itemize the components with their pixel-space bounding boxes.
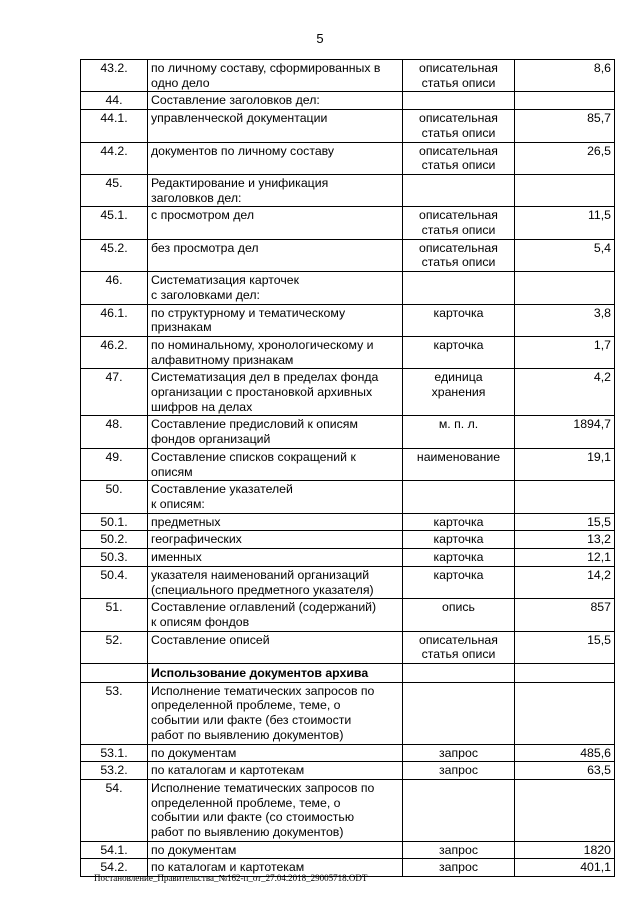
row-name-cell: Редактирование и унификация заголовков дел: — [148, 174, 403, 206]
table-row — [81, 272, 615, 304]
table-row — [81, 369, 615, 416]
row-value-cell: 8,6 — [515, 60, 615, 92]
row-number-cell: 44.2. — [81, 142, 148, 174]
row-value-cell: 1894,7 — [515, 416, 615, 448]
row-name-cell: Систематизация дел в пределах фонда организации с простановкой архивных шифров на делах — [148, 369, 403, 416]
row-value-cell — [515, 779, 615, 841]
row-number-cell: 43.2. — [81, 60, 148, 92]
row-number-cell: 52. — [81, 631, 148, 663]
row-name-cell: Исполнение тематических запросов по определенной проблеме, теме, о событии или факте (со стоимостью работ по выявлению документов) — [148, 779, 403, 841]
page-number: 5 — [316, 31, 324, 46]
table-row — [81, 336, 615, 368]
table-row — [81, 110, 615, 142]
row-name-cell: по каталогам и картотекам — [148, 859, 403, 877]
row-number-cell: 47. — [81, 369, 148, 416]
row-number-cell: 45. — [81, 174, 148, 206]
row-unit-cell — [403, 92, 515, 110]
row-number-cell: 51. — [81, 599, 148, 631]
row-value-cell: 485,6 — [515, 744, 615, 762]
row-name-cell: Составление списков сокращений к описям — [148, 448, 403, 480]
row-unit-cell — [403, 174, 515, 206]
table-row — [81, 531, 615, 549]
row-value-cell: 15,5 — [515, 513, 615, 531]
row-unit-cell — [403, 779, 515, 841]
table-row — [81, 304, 615, 336]
row-number-cell: 54.1. — [81, 841, 148, 859]
row-unit-cell: опись — [403, 599, 515, 631]
row-name-cell: по каталогам и картотекам — [148, 762, 403, 780]
row-number-cell: 54. — [81, 779, 148, 841]
table-row — [81, 566, 615, 598]
row-number-cell: 49. — [81, 448, 148, 480]
row-unit-cell: описательная статья описи — [403, 207, 515, 239]
row-value-cell — [515, 682, 615, 744]
row-value-cell: 11,5 — [515, 207, 615, 239]
row-value-cell: 14,2 — [515, 566, 615, 598]
row-name-cell: указателя наименований организаций (специального предметного указателя) — [148, 566, 403, 598]
row-name-cell: с просмотром дел — [148, 207, 403, 239]
row-name-cell: Составление оглавлений (содержаний) к описям фондов — [148, 599, 403, 631]
row-number-cell: 54.2. — [81, 859, 148, 877]
row-unit-cell: описательная статья описи — [403, 239, 515, 271]
row-number-cell: 46.1. — [81, 304, 148, 336]
row-name-cell: управленческой документации — [148, 110, 403, 142]
row-name-cell: Исполнение тематических запросов по определенной проблеме, теме, о событии или факте (без стоимости работ по выявлению документов) — [148, 682, 403, 744]
row-value-cell — [515, 664, 615, 683]
table-row — [81, 448, 615, 480]
row-number-cell: 46. — [81, 272, 148, 304]
row-number-cell: 45.2. — [81, 239, 148, 271]
row-unit-cell: описательная статья описи — [403, 60, 515, 92]
table-row — [81, 779, 615, 841]
row-unit-cell: запрос — [403, 744, 515, 762]
row-value-cell: 401,1 — [515, 859, 615, 877]
document-footer: Постановление_Правительства_№162-п_от_27.04.2018_29005718.ODT — [94, 873, 368, 883]
row-number-cell: 45.1. — [81, 207, 148, 239]
row-unit-cell — [403, 682, 515, 744]
row-value-cell: 1,7 — [515, 336, 615, 368]
row-name-cell: Составление заголовков дел: — [148, 92, 403, 110]
row-name-cell: по номинальному, хронологическому и алфавитному признакам — [148, 336, 403, 368]
row-name-cell: по структурному и тематическому признакам — [148, 304, 403, 336]
table-row — [81, 60, 615, 92]
row-unit-cell: карточка — [403, 513, 515, 531]
row-name-cell: предметных — [148, 513, 403, 531]
row-unit-cell: карточка — [403, 566, 515, 598]
row-unit-cell: описательная статья описи — [403, 142, 515, 174]
table-body — [81, 60, 615, 877]
table-row — [81, 207, 615, 239]
table-row — [81, 762, 615, 780]
row-value-cell — [515, 272, 615, 304]
row-name-cell: по документам — [148, 744, 403, 762]
table-row — [81, 744, 615, 762]
row-unit-cell: карточка — [403, 531, 515, 549]
row-name-cell: Составление предисловий к описям фондов организаций — [148, 416, 403, 448]
row-number-cell: 50.4. — [81, 566, 148, 598]
row-unit-cell — [403, 272, 515, 304]
row-unit-cell: единица хранения — [403, 369, 515, 416]
row-value-cell: 19,1 — [515, 448, 615, 480]
table-row — [81, 599, 615, 631]
row-unit-cell — [403, 664, 515, 683]
row-number-cell: 53.2. — [81, 762, 148, 780]
row-value-cell: 15,5 — [515, 631, 615, 663]
table-row — [81, 416, 615, 448]
row-unit-cell: карточка — [403, 304, 515, 336]
row-name-cell: Использование документов архива — [148, 664, 403, 683]
row-unit-cell: карточка — [403, 336, 515, 368]
row-name-cell: именных — [148, 549, 403, 567]
row-number-cell — [81, 664, 148, 683]
row-unit-cell: запрос — [403, 841, 515, 859]
row-value-cell: 12,1 — [515, 549, 615, 567]
row-number-cell: 50.3. — [81, 549, 148, 567]
tariff-table — [80, 59, 615, 877]
row-number-cell: 48. — [81, 416, 148, 448]
row-unit-cell: наименование — [403, 448, 515, 480]
row-value-cell: 26,5 — [515, 142, 615, 174]
row-value-cell: 85,7 — [515, 110, 615, 142]
row-name-cell: географических — [148, 531, 403, 549]
row-number-cell: 50. — [81, 481, 148, 513]
row-value-cell: 857 — [515, 599, 615, 631]
row-unit-cell: описательная статья описи — [403, 631, 515, 663]
row-name-cell: по документам — [148, 841, 403, 859]
row-number-cell: 46.2. — [81, 336, 148, 368]
row-unit-cell: описательная статья описи — [403, 110, 515, 142]
row-unit-cell: запрос — [403, 762, 515, 780]
table-row — [81, 631, 615, 663]
row-name-cell: Составление описей — [148, 631, 403, 663]
row-value-cell: 4,2 — [515, 369, 615, 416]
row-value-cell: 63,5 — [515, 762, 615, 780]
row-value-cell — [515, 481, 615, 513]
row-name-cell: Составление указателей к описям: — [148, 481, 403, 513]
table-row — [81, 481, 615, 513]
table-row — [81, 239, 615, 271]
row-value-cell: 3,8 — [515, 304, 615, 336]
row-value-cell: 13,2 — [515, 531, 615, 549]
row-value-cell — [515, 174, 615, 206]
table-row — [81, 174, 615, 206]
row-number-cell: 44.1. — [81, 110, 148, 142]
table-row — [81, 513, 615, 531]
row-number-cell: 44. — [81, 92, 148, 110]
row-name-cell: документов по личному составу — [148, 142, 403, 174]
row-number-cell: 53. — [81, 682, 148, 744]
row-unit-cell — [403, 481, 515, 513]
row-value-cell — [515, 92, 615, 110]
section-header-row — [81, 664, 615, 683]
table-row — [81, 841, 615, 859]
row-value-cell: 1820 — [515, 841, 615, 859]
row-name-cell: Систематизация карточек с заголовками дел: — [148, 272, 403, 304]
row-unit-cell: запрос — [403, 859, 515, 877]
row-number-cell: 50.2. — [81, 531, 148, 549]
row-number-cell: 53.1. — [81, 744, 148, 762]
table-row — [81, 682, 615, 744]
row-value-cell: 5,4 — [515, 239, 615, 271]
table-row — [81, 549, 615, 567]
row-unit-cell: карточка — [403, 549, 515, 567]
row-unit-cell: м. п. л. — [403, 416, 515, 448]
table-row — [81, 142, 615, 174]
row-name-cell: без просмотра дел — [148, 239, 403, 271]
table-row — [81, 92, 615, 110]
row-name-cell: по личному составу, сформированных в одно дело — [148, 60, 403, 92]
row-number-cell: 50.1. — [81, 513, 148, 531]
